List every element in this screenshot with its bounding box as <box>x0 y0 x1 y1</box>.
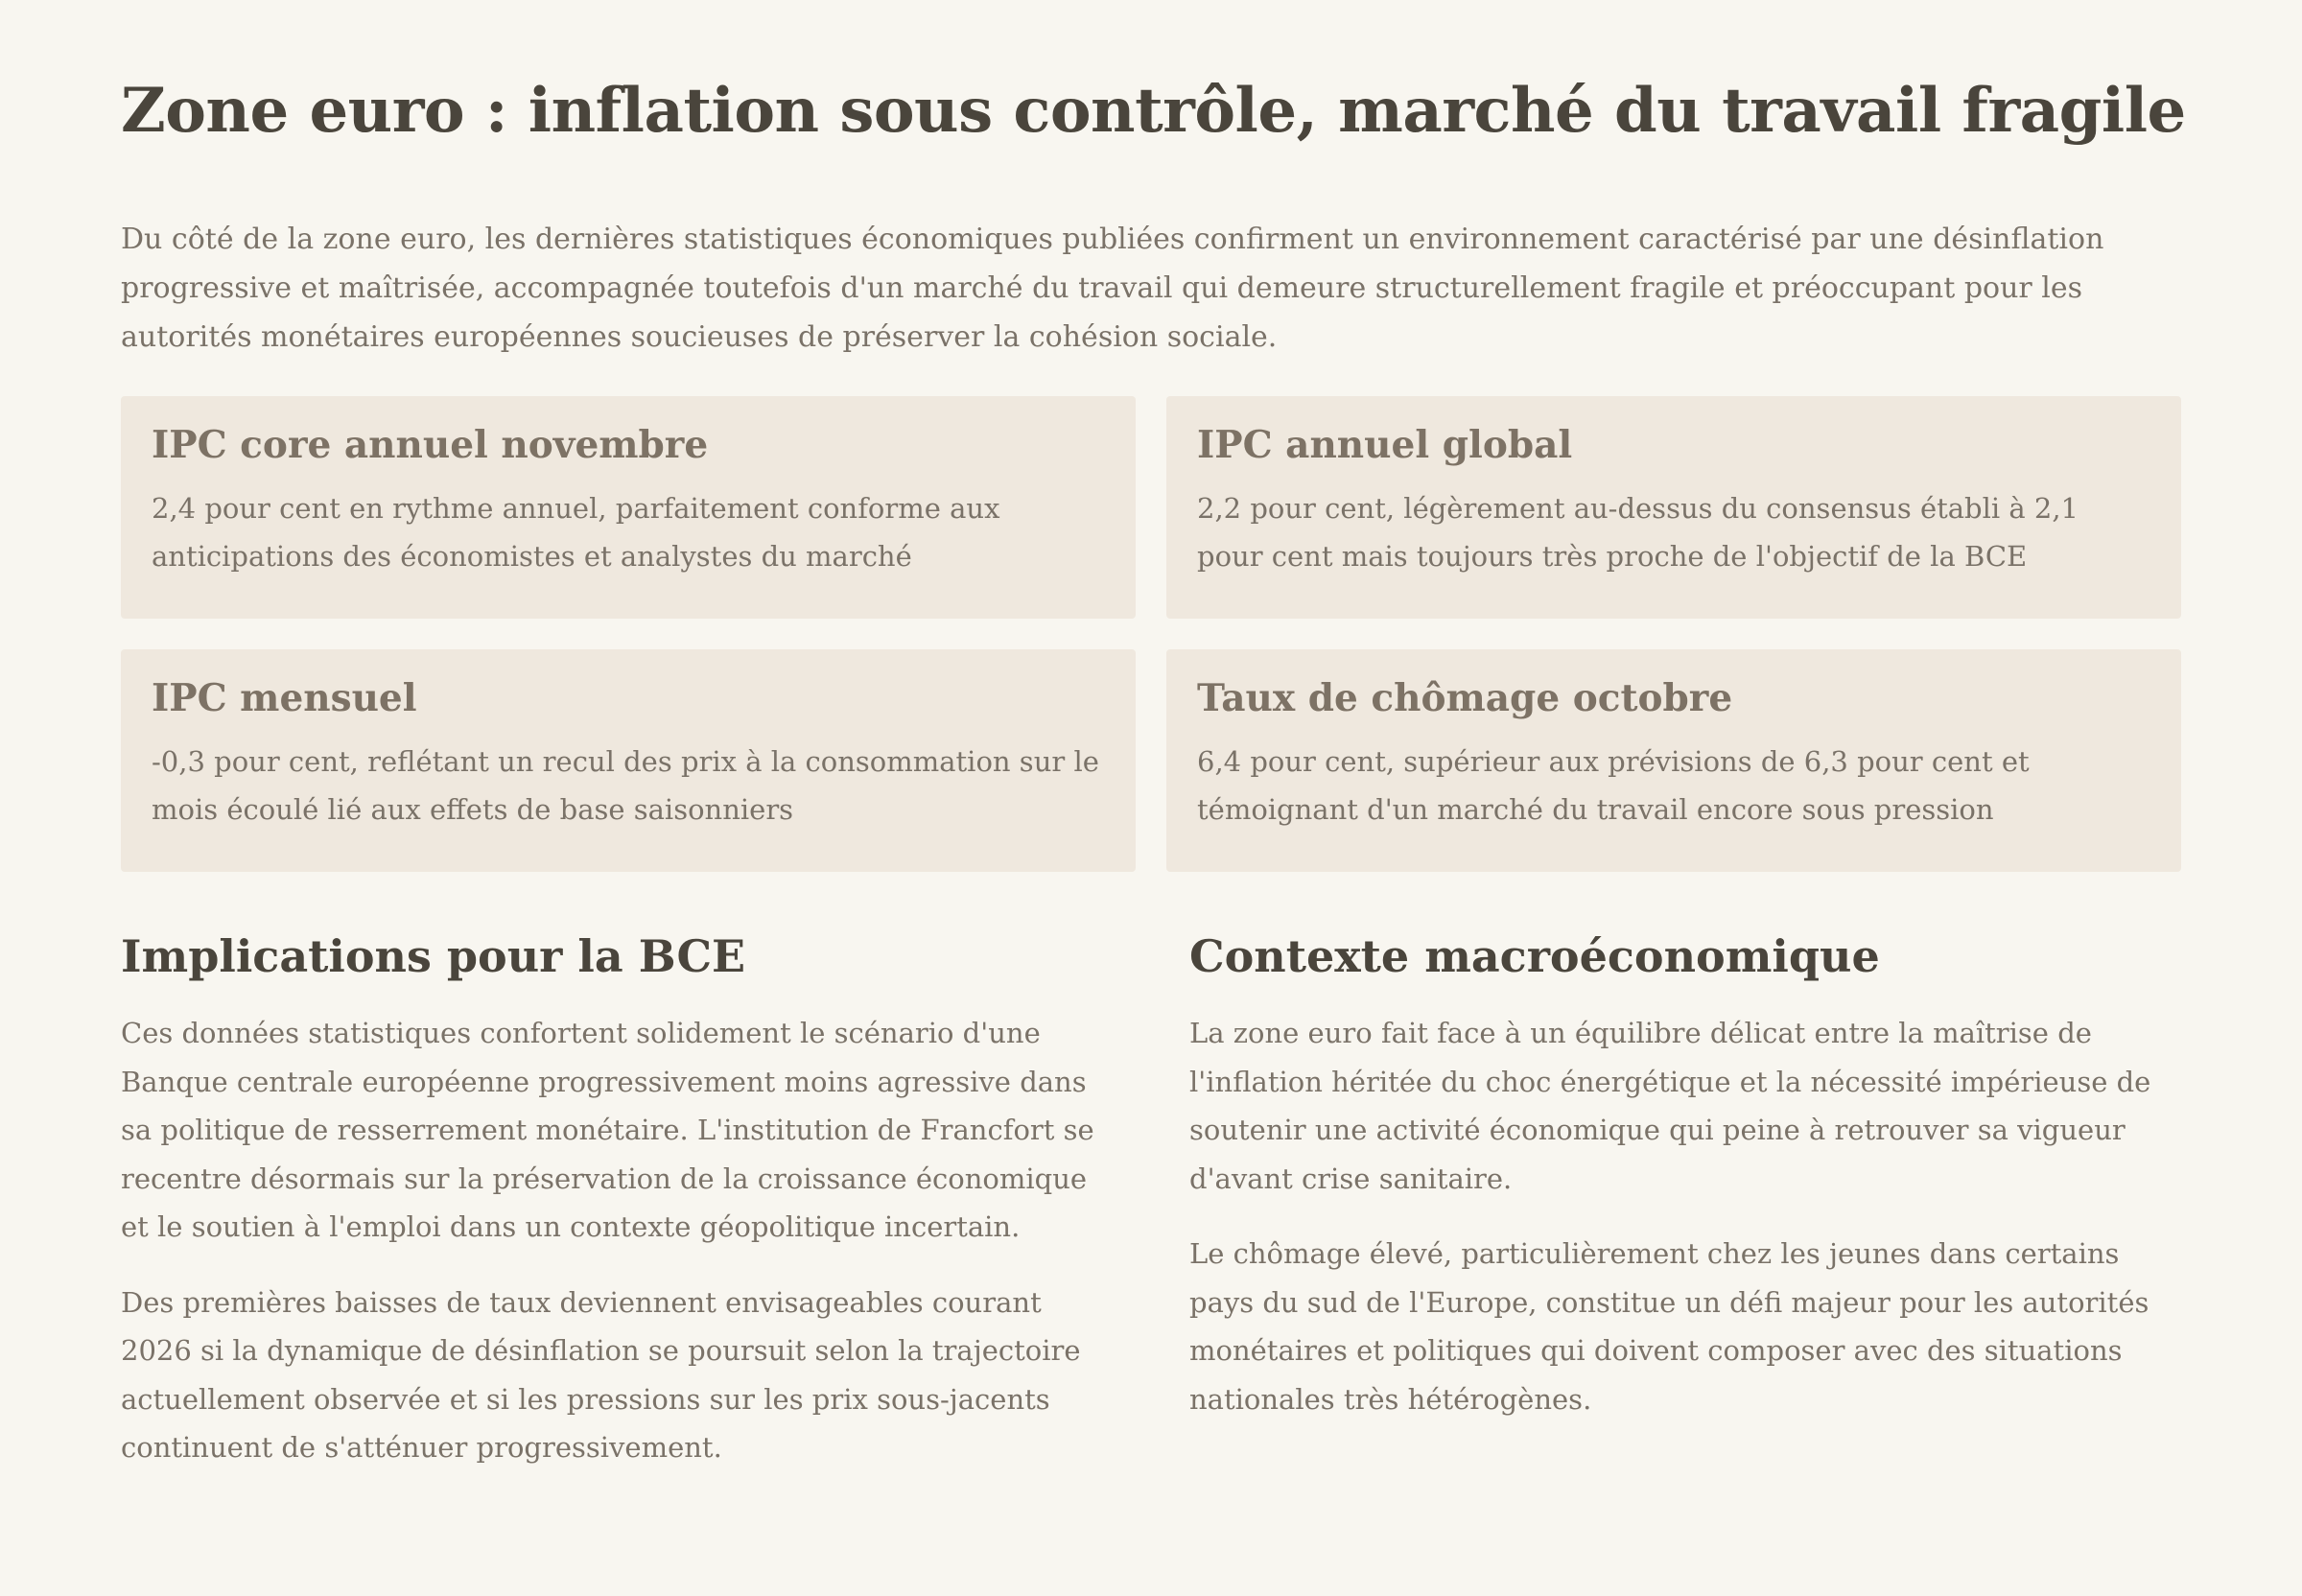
page-title: Zone euro : inflation sous contrôle, marché du travail fragile <box>121 75 2186 147</box>
card-text: -0,3 pour cent, reflétant un recul des prix à la consommation sur le mois écoulé lié aux effets de base saisonniers <box>152 745 1099 826</box>
card-chomage <box>1166 649 2181 872</box>
intro-paragraph: Du côté de la zone euro, les dernières statistiques économiques publiées confirment un environnement caractérisé par une désinflation progressive et maîtrisée, accompagnée toutefois d'un marché du travail qui demeure structurellement fragile et préoccupant pour les autorités monétaires européennes soucieuses de préserver la cohésion sociale. <box>121 223 2104 354</box>
section-paragraph: Des premières baisses de taux deviennent envisageables courant 2026 si la dynamique de désinflation se poursuit selon la trajectoire actuellement observée et si les pressions sur les prix sous-jacents continuent de s'atténuer progressivement. <box>121 1285 1081 1464</box>
card-ipc-mensuel <box>121 649 1136 872</box>
indicator-cards <box>121 396 2181 872</box>
section-heading: Contexte macroéconomique <box>1189 930 1880 982</box>
card-text: 2,4 pour cent en rythme annuel, parfaitement conforme aux anticipations des économistes et analystes du marché <box>152 492 1000 573</box>
section-heading: Implications pour la BCE <box>121 930 746 982</box>
section-paragraph: Ces données statistiques confortent solidement le scénario d'une Banque centrale européenne progressivement moins agressive dans sa politique de resserrement monétaire. L'institution de Francfort se recentre désormais sur la préservation de la croissance économique et le soutien à l'emploi dans un contexte géopolitique incertain. <box>121 1017 1094 1243</box>
section-paragraph: Le chômage élevé, particulièrement chez les jeunes dans certains pays du sud de l'Europe, constitue un défi majeur pour les autorités monétaires et politiques qui doivent composer avec des situations nationales très hétérogènes. <box>1189 1237 2149 1416</box>
card-text: 6,4 pour cent, supérieur aux prévisions de 6,3 pour cent et témoignant d'un marché du travail encore sous pression <box>1197 745 2030 826</box>
card-ipc-core <box>121 396 1136 619</box>
card-title: IPC annuel global <box>1197 423 1573 467</box>
card-ipc-global <box>1166 396 2181 619</box>
section-implications-bce <box>121 930 1118 1499</box>
section-contexte-macro <box>1189 930 2187 1450</box>
card-title: IPC mensuel <box>152 676 417 720</box>
section-paragraph: La zone euro fait face à un équilibre délicat entre la maîtrise de l'inflation héritée du choc énergétique et la nécessité impérieuse de soutenir une activité économique qui peine à retrouver sa vigueur d'avant crise sanitaire. <box>1189 1017 2151 1195</box>
card-title: IPC core annuel novembre <box>152 423 709 467</box>
card-title: Taux de chômage octobre <box>1197 676 1733 720</box>
card-text: 2,2 pour cent, légèrement au-dessus du consensus établi à 2,1 pour cent mais toujours très proche de l'objectif de la BCE <box>1197 492 2079 573</box>
